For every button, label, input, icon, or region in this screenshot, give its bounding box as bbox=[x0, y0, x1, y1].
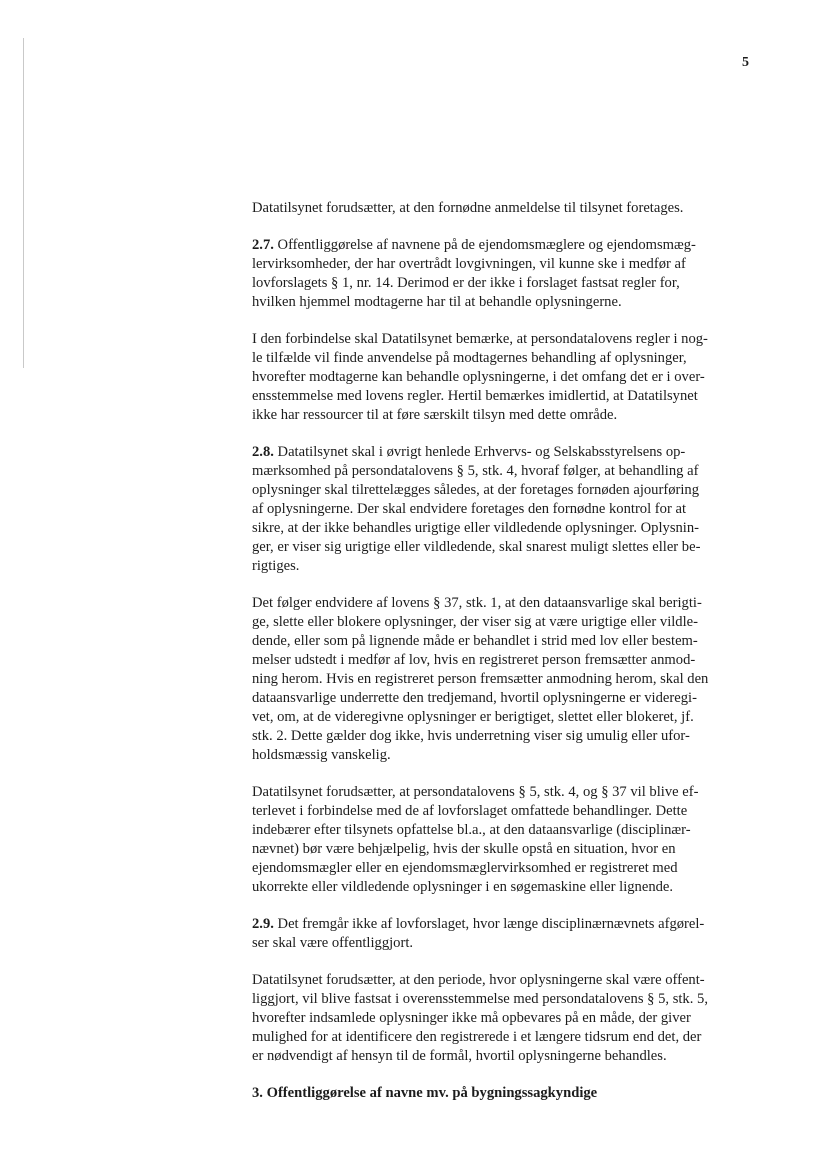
paragraph-5 bbox=[252, 594, 764, 765]
text-line: vet, om, at de videregivne oplysninger er berigtiget, slettet eller blokeret, jf. bbox=[252, 709, 694, 725]
text-line: rigtiges. bbox=[252, 558, 300, 574]
text-line: liggjort, vil blive fastsat i overensstemmelse med persondatalovens § 5, stk. 5, bbox=[252, 991, 708, 1007]
text-line: holdsmæssig vanskelig. bbox=[252, 747, 391, 763]
paragraph-2-7 bbox=[252, 236, 764, 312]
text-line: Datatilsynet forudsætter, at den periode, hvor oplysningerne skal være offent- bbox=[252, 972, 705, 988]
text-line: indebærer efter tilsynets opfattelse bl.a., at den dataansvarlige (disciplinær- bbox=[252, 822, 691, 838]
text-line: ge, slette eller blokere oplysninger, der viser sig at være urigtige eller vildle- bbox=[252, 614, 698, 630]
text-line: dataansvarlige underrette den tredjemand, hvortil oplysningerne er videregi- bbox=[252, 690, 697, 706]
text-line: hvorefter modtagerne kan behandle oplysningerne, i det omfang det er i over- bbox=[252, 369, 705, 385]
text-line: le tilfælde vil finde anvendelse på modtagernes behandling af oplysninger, bbox=[252, 350, 687, 366]
text-line: melser udstedt i medfør af lov, hvis en registreret person fremsætter anmod- bbox=[252, 652, 696, 668]
text-line: dende, eller som på lignende måde er behandlet i strid med lov eller bestem- bbox=[252, 633, 698, 649]
text-line: ejendomsmægler eller en ejendomsmæglervirksomhed er registreret med bbox=[252, 860, 678, 876]
text-line: oplysninger skal tilrettelægges således, at der foretages fornøden ajourføring bbox=[252, 482, 699, 498]
text-line: terlevet i forbindelse med de af lovforslaget omfattede behandlinger. Dette bbox=[252, 803, 688, 819]
scan-edge-line bbox=[23, 38, 24, 368]
text-line: hvilken hjemmel modtagerne har til at behandle oplysningerne. bbox=[252, 294, 622, 310]
paragraph-6 bbox=[252, 783, 764, 897]
text-line: er nødvendigt af hensyn til de formål, hvortil oplysningerne behandles. bbox=[252, 1048, 667, 1064]
section-number: 2.7. bbox=[252, 237, 274, 253]
text-line: Det følger endvidere af lovens § 37, stk. 1, at den dataansvarlige skal berigti- bbox=[252, 595, 702, 611]
paragraph-3 bbox=[252, 330, 764, 425]
text-line: Datatilsynet forudsætter, at persondatalovens § 5, stk. 4, og § 37 vil blive ef- bbox=[252, 784, 699, 800]
text-line: mærksomhed på persondatalovens § 5, stk. 4, hvoraf følger, at behandling af bbox=[252, 463, 699, 479]
text-line: af oplysningerne. Der skal endvidere foretages den fornødne kontrol for at bbox=[252, 501, 687, 517]
paragraph-2-9 bbox=[252, 915, 764, 953]
text-line: ikke har ressourcer til at føre særskilt tilsyn med dette område. bbox=[252, 407, 618, 423]
text-line: mulighed for at identificere den registrerede i et længere tidsrum end det, der bbox=[252, 1029, 702, 1045]
text-line: sikre, at der ikke behandles urigtige eller vildledende oplysninger. Oplysnin- bbox=[252, 520, 700, 536]
paragraph-8 bbox=[252, 971, 764, 1066]
section-number: 2.8. bbox=[252, 444, 274, 460]
text-line: ensstemmelse med lovens regler. Hertil bemærkes imidlertid, at Datatilsynet bbox=[252, 388, 698, 404]
paragraph-1 bbox=[252, 199, 764, 218]
text-line: Datatilsynet forudsætter, at den fornødne anmeldelse til tilsynet foretages. bbox=[252, 200, 684, 216]
text-line: ning herom. Hvis en registreret person fremsætter anmodning herom, skal den bbox=[252, 671, 709, 687]
text-line: lovforslagets § 1, nr. 14. Derimod er der ikke i forslaget fastsat regler for, bbox=[252, 275, 680, 291]
text-line: 2.7. Offentliggørelse af navnene på de ejendomsmæglere og ejendomsmæg- bbox=[252, 237, 696, 253]
text-line: lervirksomheder, der har overtrådt lovgivningen, vil kunne ske i medfør af bbox=[252, 256, 686, 272]
text-line: ukorrekte eller vildledende oplysninger i en søgemaskine eller lignende. bbox=[252, 879, 674, 895]
section-heading: 3. Offentliggørelse af navne mv. på bygningssagkyndige bbox=[252, 1085, 598, 1101]
text-line: nævnet) bør være behjælpelig, hvis der skulle opstå en situation, hvor en bbox=[252, 841, 676, 857]
paragraph-2-8 bbox=[252, 443, 764, 576]
section-number: 2.9. bbox=[252, 916, 274, 932]
text-line: 2.8. Datatilsynet skal i øvrigt henlede Erhvervs- og Selskabsstyrelsens op- bbox=[252, 444, 686, 460]
text-line: ser skal være offentliggjort. bbox=[252, 935, 414, 951]
document-body bbox=[252, 199, 764, 1103]
page-number: 5 bbox=[742, 55, 749, 70]
text-line: stk. 2. Dette gælder dog ikke, hvis underretning viser sig umulig eller ufor- bbox=[252, 728, 690, 744]
text-line: ger, er viser sig urigtige eller vildledende, skal snarest muligt slettes eller be- bbox=[252, 539, 701, 555]
text-line: I den forbindelse skal Datatilsynet bemærke, at persondatalovens regler i nog- bbox=[252, 331, 708, 347]
text-line: 2.9. Det fremgår ikke af lovforslaget, hvor længe disciplinærnævnets afgørel- bbox=[252, 916, 705, 932]
text-line: hvorefter indsamlede oplysninger ikke må opbevares på en måde, der giver bbox=[252, 1010, 691, 1026]
